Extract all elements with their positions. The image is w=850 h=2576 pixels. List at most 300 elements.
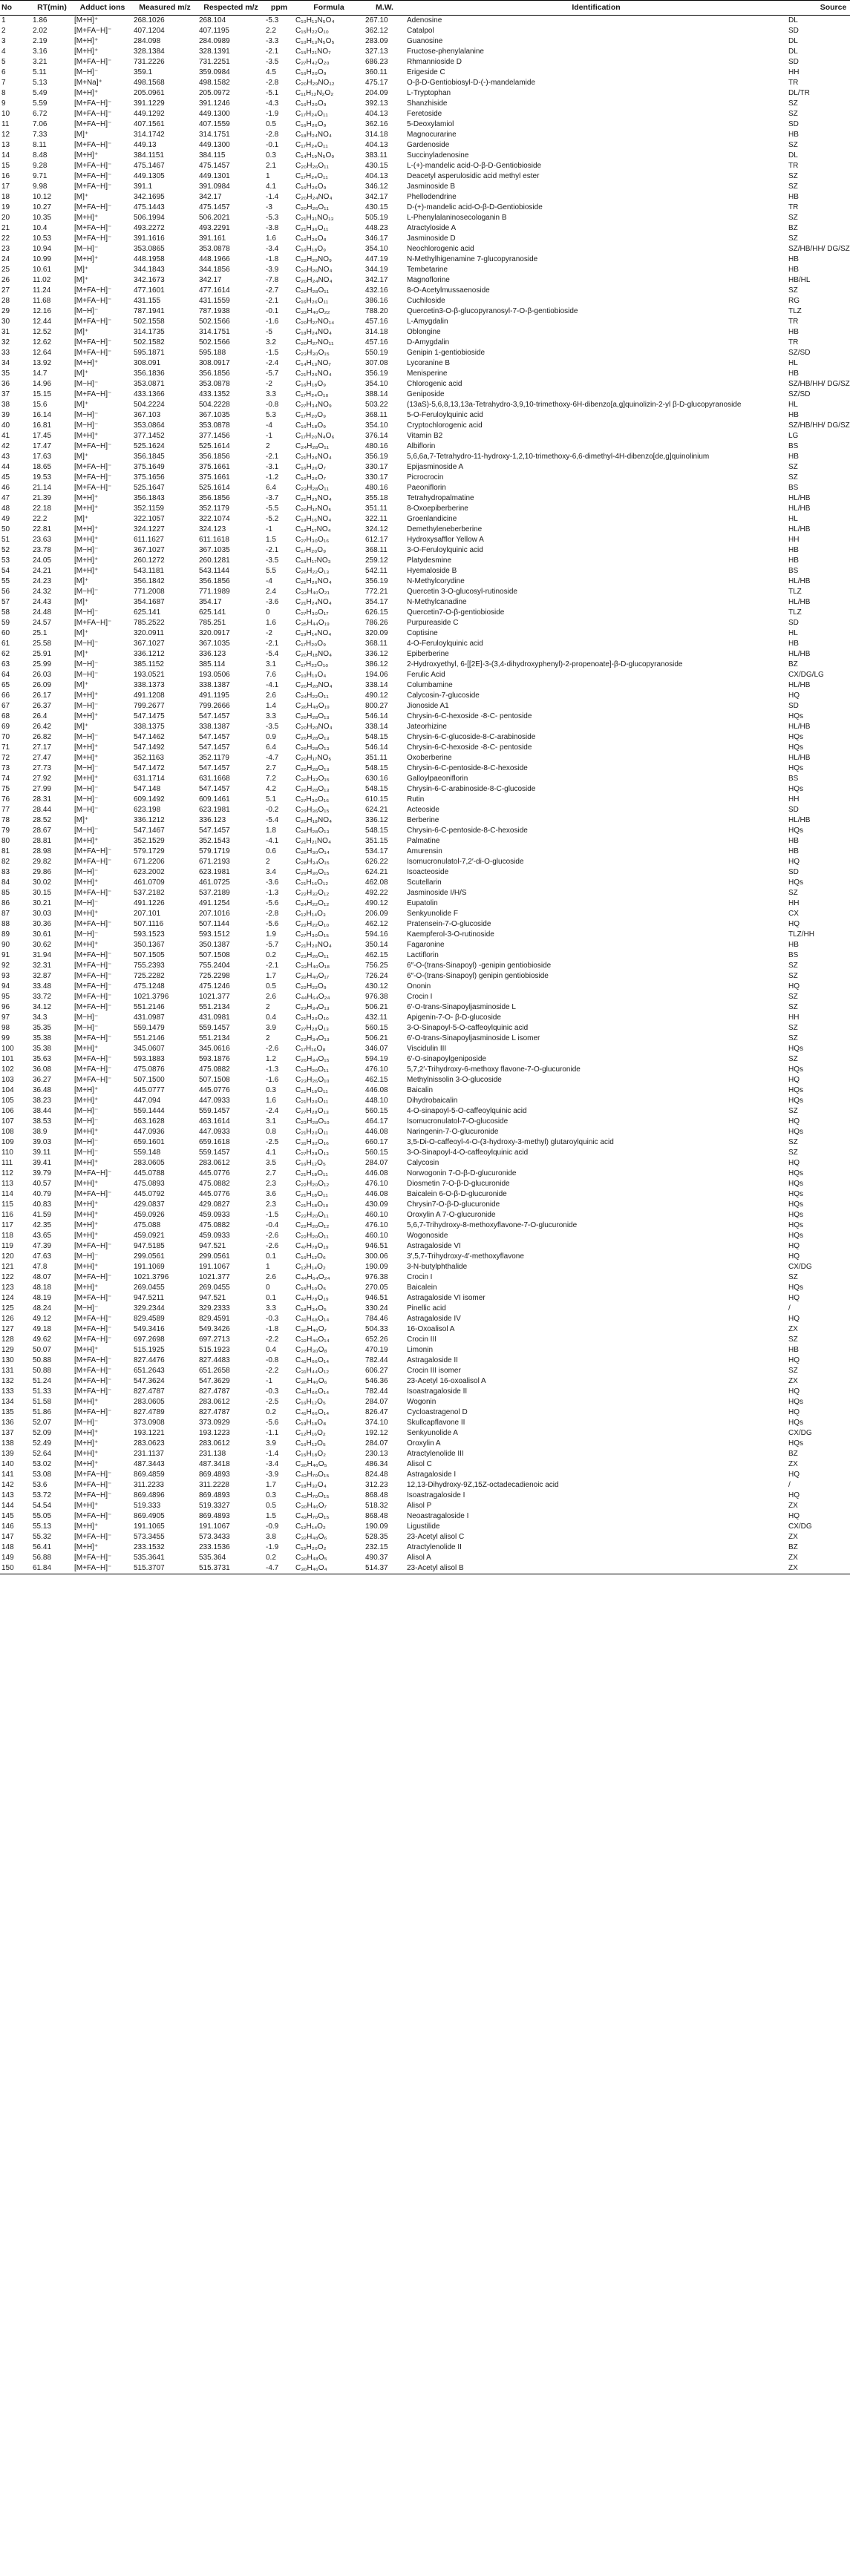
cell-respected-mz: 353.0878 (199, 245, 230, 253)
cell-no: 121 (1, 1263, 14, 1271)
cell-mw: 476.10 (365, 1065, 388, 1074)
table-row (0, 338, 850, 348)
cell-respected-mz: 697.2713 (199, 1335, 230, 1344)
cell-rt: 12.62 (33, 338, 52, 346)
cell-adduct: [M+FA−H]⁻ (74, 172, 112, 180)
cell-mw: 548.15 (365, 785, 388, 793)
table-row (0, 1418, 850, 1428)
cell-respected-mz: 314.1751 (199, 328, 230, 336)
cell-mw: 320.09 (365, 629, 388, 637)
cell-no: 35 (1, 369, 10, 378)
cell-respected-mz: 207.1016 (199, 910, 230, 918)
cell-source: HB (788, 266, 799, 274)
cell-rt: 10.53 (33, 234, 52, 243)
cell-measured-mz: 549.3416 (134, 1325, 165, 1333)
cell-rt: 40.79 (33, 1190, 52, 1198)
cell-no: 147 (1, 1533, 14, 1541)
cell-adduct: [M+H]⁺ (74, 1398, 99, 1406)
cell-rt: 10.12 (33, 193, 52, 201)
cell-respected-mz: 827.4787 (199, 1387, 230, 1396)
cell-identification: Cuchiloside (407, 297, 445, 305)
cell-formula: C₂₆H₂₈O₁₃ (295, 712, 330, 720)
cell-source: HL/HB (788, 754, 811, 762)
cell-formula: C₄₁H₆₈O₁₄ (295, 1315, 330, 1323)
table-row (0, 898, 850, 909)
cell-formula: C₁₇H₂₄O₁₀ (295, 390, 329, 398)
cell-respected-mz: 519.3327 (199, 1502, 230, 1510)
cell-source: HQ (788, 920, 800, 928)
cell-formula: C₃₂H₄₀O₁₇ (295, 972, 330, 980)
cell-respected-mz: 356.1856 (199, 494, 230, 502)
cell-formula: C₃₂H₄₆O₁₄ (295, 1335, 330, 1344)
cell-mw: 470.19 (365, 1346, 388, 1354)
cell-source: HB (788, 1346, 799, 1354)
table-row (0, 369, 850, 379)
cell-formula: C₂₆H₂₈O₁₃ (295, 785, 330, 793)
cell-adduct: [M+FA−H]⁻ (74, 982, 112, 990)
cell-rt: 21.39 (33, 494, 52, 502)
cell-mw: 446.08 (365, 1128, 388, 1136)
cell-measured-mz: 461.0709 (134, 878, 165, 887)
cell-adduct: [M+FA−H]⁻ (74, 889, 112, 897)
cell-respected-mz: 487.3418 (199, 1460, 230, 1468)
cell-rt: 30.03 (33, 910, 52, 918)
cell-mw: 312.23 (365, 1481, 388, 1489)
table-row (0, 576, 850, 587)
cell-identification: 5-O-Feruloylquinic acid (407, 411, 483, 419)
cell-adduct: [M+FA−H]⁻ (74, 1335, 112, 1344)
cell-formula: C₁₆H₂₆O₁₁ (295, 297, 329, 305)
cell-respected-mz: 391.161 (199, 234, 226, 243)
cell-mw: 307.08 (365, 359, 388, 367)
cell-source: SD (788, 806, 799, 814)
cell-mw: 460.10 (365, 1232, 388, 1240)
cell-measured-mz: 725.2282 (134, 972, 165, 980)
cell-adduct: [M+FA−H]⁻ (74, 847, 112, 855)
cell-adduct: [M+FA−H]⁻ (74, 1315, 112, 1323)
cell-no: 107 (1, 1117, 14, 1126)
cell-mw: 346.12 (365, 183, 388, 191)
cell-respected-mz: 507.1508 (199, 1076, 230, 1084)
cell-rt: 24.23 (33, 577, 52, 585)
cell-rt: 42.35 (33, 1221, 52, 1229)
cell-source: HQ (788, 1491, 800, 1499)
cell-rt: 47.39 (33, 1242, 52, 1250)
cell-ppm: 2.7 (266, 1169, 276, 1177)
cell-identification: Limonin (407, 1346, 434, 1354)
cell-no: 125 (1, 1304, 14, 1312)
cell-ppm: -5.6 (266, 899, 279, 907)
cell-adduct: [M+FA−H]⁻ (74, 1512, 112, 1520)
cell-respected-mz: 537.2189 (199, 889, 230, 897)
cell-measured-mz: 593.1883 (134, 1055, 165, 1063)
cell-source: HL/HB (788, 816, 811, 824)
cell-no: 127 (1, 1325, 14, 1333)
cell-measured-mz: 477.1601 (134, 286, 165, 295)
cell-measured-mz: 311.2233 (134, 1481, 164, 1489)
cell-ppm: 0.2 (266, 1554, 276, 1562)
cell-no: 65 (1, 681, 10, 689)
cell-measured-mz: 431.0987 (134, 1013, 165, 1022)
cell-rt: 35.38 (33, 1045, 52, 1053)
table-row (0, 857, 850, 867)
cell-ppm: -2.6 (266, 1242, 279, 1250)
cell-formula: C₁₂H₁₄O₃ (295, 910, 327, 918)
cell-identification: Calycosin-7-glucoside (407, 691, 480, 700)
cell-source: SZ (788, 234, 798, 243)
cell-identification: Palmatine (407, 837, 440, 845)
cell-adduct: [M−H]⁻ (74, 733, 99, 741)
cell-mw: 786.26 (365, 619, 388, 627)
cell-measured-mz: 353.0865 (134, 245, 165, 253)
cell-measured-mz: 506.1994 (134, 214, 165, 222)
cell-formula: C₃₀H₃₂O₁₅ (295, 775, 330, 783)
cell-formula: C₂₀H₂₈O₁₁ (295, 286, 330, 295)
cell-source: TLZ (788, 307, 802, 315)
cell-measured-mz: 269.0455 (134, 1284, 165, 1292)
cell-source: SZ (788, 473, 798, 482)
cell-measured-mz: 429.0837 (134, 1200, 165, 1209)
cell-source: HB (788, 453, 799, 461)
cell-measured-mz: 314.1735 (134, 328, 165, 336)
cell-identification: Jionoside A1 (407, 702, 449, 710)
cell-measured-mz: 543.1181 (134, 567, 164, 575)
cell-mw: 492.22 (365, 889, 388, 897)
cell-identification: Acteoside (407, 806, 439, 814)
cell-ppm: -1.9 (266, 1543, 279, 1551)
cell-no: 117 (1, 1221, 13, 1229)
cell-rt: 51.58 (33, 1398, 52, 1406)
cell-adduct: [M−H]⁻ (74, 411, 99, 419)
cell-respected-mz: 373.0929 (199, 1419, 230, 1427)
cell-identification: 6′-O-trans-Sinapoyljasminoside L (407, 1003, 516, 1011)
table-row (0, 410, 850, 421)
table-row (0, 16, 850, 27)
cell-mw: 784.46 (365, 1315, 388, 1323)
cell-adduct: [M+H]⁺ (74, 743, 99, 752)
table-row (0, 317, 850, 327)
table-row (0, 940, 850, 950)
cell-adduct: [M+H]⁺ (74, 89, 99, 97)
cell-respected-mz: 547.1457 (199, 785, 230, 793)
table-row (0, 379, 850, 390)
cell-respected-mz: 367.1035 (199, 640, 230, 648)
cell-measured-mz: 498.1568 (134, 79, 165, 87)
cell-rt: 33.72 (33, 993, 52, 1001)
cell-ppm: -5.6 (266, 920, 279, 928)
cell-identification: Lycoranine B (407, 359, 450, 367)
cell-identification: Tetrahydropalmatine (407, 494, 474, 502)
cell-formula: C₂₇H₂₈O₁₃ (295, 1107, 330, 1115)
cell-formula: C₂₇H₃₀O₁₇ (295, 608, 329, 617)
cell-rt: 2.02 (33, 27, 48, 35)
cell-rt: 30.21 (33, 899, 52, 907)
cell-measured-mz: 342.1695 (134, 193, 165, 201)
cell-formula: C₁₆H₁₈O₉ (295, 245, 327, 253)
table-row (0, 1075, 850, 1085)
cell-formula: C₂₆H₂₈O₁₃ (295, 743, 330, 752)
cell-measured-mz: 231.1137 (134, 1450, 164, 1458)
cell-identification: Isoastragaloside I (407, 1491, 465, 1499)
cell-measured-mz: 359.1 (134, 68, 153, 76)
cell-measured-mz: 947.5185 (134, 1242, 165, 1250)
cell-identification: 6′-O-sinapoylgeniposide (407, 1055, 486, 1063)
cell-ppm: -2.7 (266, 286, 279, 295)
table-row (0, 1314, 850, 1324)
cell-no: 51 (1, 536, 10, 544)
cell-no: 71 (1, 743, 10, 752)
cell-identification: Norwogonin 7-O-β-D-glucuronide (407, 1169, 517, 1177)
cell-respected-mz: 463.1614 (199, 1117, 230, 1126)
cell-measured-mz: 502.1582 (134, 338, 165, 346)
cell-adduct: [M+FA−H]⁻ (74, 1034, 112, 1042)
cell-rt: 25.91 (33, 650, 52, 658)
cell-source: HQs (788, 712, 803, 720)
cell-source: HQs (788, 1065, 803, 1074)
cell-formula: C₂₁H₂₅NO₄ (295, 494, 332, 502)
cell-measured-mz: 449.13 (134, 141, 157, 149)
cell-identification: Ferulic Acid (407, 671, 445, 679)
cell-mw: 624.21 (365, 868, 388, 876)
cell-no: 106 (1, 1107, 14, 1115)
cell-adduct: [M+FA−H]⁻ (74, 1533, 112, 1541)
cell-identification: L-(+)-mandelic acid-O-β-D-Gentiobioside (407, 162, 542, 170)
col-header-source: Source (787, 1, 850, 16)
cell-respected-mz: 771.1989 (199, 588, 230, 596)
cell-mw: 446.08 (365, 1169, 388, 1177)
cell-formula: C₂₉H₃₆O₁₅ (295, 806, 330, 814)
cell-ppm: -1.4 (266, 193, 279, 201)
cell-no: 53 (1, 556, 10, 565)
cell-rt: 25.99 (33, 660, 52, 668)
cell-source: SZ/HB/HH/ DG/SZ (788, 421, 850, 430)
cell-no: 24 (1, 255, 10, 263)
cell-no: 69 (1, 723, 10, 731)
table-row (0, 1231, 850, 1241)
cell-mw: 490.12 (365, 691, 388, 700)
cell-rt: 48.07 (33, 1273, 52, 1281)
cell-formula: C₁₈H₂₄NO₄ (295, 328, 333, 336)
cell-adduct: [M+H]⁺ (74, 1439, 99, 1448)
cell-ppm: 1.8 (266, 827, 276, 835)
cell-adduct: [M−H]⁻ (74, 1117, 99, 1126)
cell-no: 59 (1, 619, 10, 627)
cell-source: SZ (788, 1055, 798, 1063)
cell-respected-mz: 429.0827 (199, 1200, 230, 1209)
cell-adduct: [M+FA−H]⁻ (74, 203, 112, 211)
cell-no: 66 (1, 691, 10, 700)
cell-adduct: [M]⁺ (74, 650, 89, 658)
cell-ppm: 3.8 (266, 1533, 276, 1541)
cell-identification: D-Amygdalin (407, 338, 450, 346)
table-row (0, 1459, 850, 1470)
cell-source: TR (788, 79, 799, 87)
cell-adduct: [M+H]⁺ (74, 1460, 99, 1468)
cell-formula: C₂₆H₂₈O₁₃ (295, 733, 330, 741)
cell-ppm: 2.6 (266, 1273, 276, 1281)
cell-measured-mz: 493.2272 (134, 224, 165, 232)
cell-ppm: 0.6 (266, 847, 276, 855)
cell-formula: C₂₁H₂₆NO₄ (295, 577, 332, 585)
cell-formula: C₁₆H₁₂O₅ (295, 1159, 326, 1167)
table-row (0, 1397, 850, 1407)
cell-rt: 26.37 (33, 702, 52, 710)
cell-ppm: -1.3 (266, 889, 279, 897)
cell-ppm: 5.1 (266, 795, 276, 804)
cell-adduct: [M+H]⁺ (74, 691, 99, 700)
cell-formula: C₁₇H₂₀O₉ (295, 546, 327, 554)
cell-mw: 546.14 (365, 712, 388, 720)
cell-identification: 23-Acetyl alisol B (405, 1563, 787, 1574)
cell-formula: C₃₁H₄₄O₁₂ (295, 1367, 330, 1375)
cell-formula: C₁₆H₁₂O₅ (295, 1439, 326, 1448)
cell-identification: 3-O-Sinapoyl-5-O-caffeoylquinic acid (407, 1024, 529, 1032)
cell-mw: 756.25 (365, 962, 388, 970)
col-header-mw: M.W. (364, 1, 405, 16)
table-row (0, 1158, 850, 1169)
cell-adduct: [M]⁺ (74, 515, 89, 523)
table-row (0, 47, 850, 57)
table-row (0, 26, 850, 36)
cell-formula: C₃₀H₄₈O₅ (295, 1554, 327, 1562)
cell-measured-mz: 445.0788 (134, 1169, 165, 1177)
cell-no: 116 (1, 1211, 13, 1219)
cell-no: 123 (1, 1284, 14, 1292)
cell-identification: Erigeside C (407, 68, 445, 76)
cell-source: CX/DG (788, 1429, 812, 1437)
cell-source: DL (788, 37, 798, 45)
cell-measured-mz: 322.1057 (134, 515, 165, 523)
cell-rt: 26.82 (33, 733, 52, 741)
cell-formula: C₄₄H₆₄O₂₄ (295, 1273, 330, 1281)
cell-measured-mz: 353.0864 (134, 421, 165, 430)
cell-adduct: [M+FA−H]⁻ (74, 297, 112, 305)
cell-respected-mz: 336.123 (199, 816, 226, 824)
cell-adduct: [M]⁺ (74, 276, 89, 284)
cell-ppm: 0.5 (266, 120, 276, 128)
cell-ppm: -1 (266, 525, 272, 533)
cell-no: 138 (1, 1439, 14, 1448)
cell-measured-mz: 507.1500 (134, 1076, 165, 1084)
cell-identification: 4-O-sinapoyl-5-O-caffeoylquinic acid (407, 1107, 527, 1115)
cell-adduct: [M+FA−H]⁻ (74, 349, 112, 357)
cell-mw: 462.12 (365, 920, 388, 928)
cell-ppm: 5.5 (266, 567, 276, 575)
cell-measured-mz: 595.1871 (134, 349, 165, 357)
cell-rt: 52.07 (33, 1419, 52, 1427)
cell-formula: C₁₄H₁₉N₅O₉ (295, 151, 335, 160)
cell-ppm: 3.3 (266, 712, 276, 720)
cell-measured-mz: 354.1687 (134, 598, 165, 606)
cell-formula: C₂₂H₂₂O₉ (295, 982, 327, 990)
cell-rt: 49.12 (33, 1315, 52, 1323)
cell-ppm: 3.4 (266, 868, 276, 876)
cell-identification: Baicalein (407, 1284, 437, 1292)
cell-respected-mz: 671.2193 (199, 858, 230, 866)
cell-formula: C₃₆H₄₈O₁₉ (295, 702, 330, 710)
cell-source: HQ (788, 691, 800, 700)
cell-formula: C₂₁H₂₀O₁₁ (295, 1128, 329, 1136)
cell-ppm: -2.8 (266, 131, 279, 139)
cell-identification: Guanosine (407, 37, 443, 45)
cell-no: 148 (1, 1543, 14, 1551)
table-row (0, 161, 850, 171)
cell-formula: C₁₆H₂₆O₉ (295, 183, 327, 191)
table-row (0, 1023, 850, 1034)
cell-no: 113 (1, 1180, 13, 1188)
cell-respected-mz: 475.1246 (199, 982, 230, 990)
table-row (0, 462, 850, 473)
table-row (0, 1542, 850, 1553)
cell-ppm: 6.4 (266, 743, 276, 752)
cell-no: 119 (1, 1242, 13, 1250)
cell-adduct: [M+FA−H]⁻ (74, 484, 112, 492)
table-row (0, 1127, 850, 1137)
cell-source: HQ (788, 858, 800, 866)
cell-adduct: [M+FA−H]⁻ (74, 286, 112, 295)
cell-measured-mz: 631.1714 (134, 775, 165, 783)
cell-ppm: 1.4 (266, 702, 276, 710)
cell-formula: C₄₁H₆₆O₁₄ (295, 1408, 330, 1416)
cell-mw: 448.10 (365, 1097, 388, 1105)
cell-source: SZ/SD (788, 390, 811, 398)
cell-adduct: [M+H]⁺ (74, 837, 99, 845)
cell-measured-mz: 475.1443 (134, 203, 165, 211)
cell-formula: C₄₃H₇₀O₁₅ (295, 1512, 330, 1520)
cell-respected-mz: 475.0882 (199, 1180, 230, 1188)
table-row (0, 452, 850, 462)
cell-ppm: 0.3 (266, 151, 276, 160)
table-row (0, 982, 850, 992)
table-row (0, 1169, 850, 1179)
cell-respected-mz: 445.0776 (199, 1190, 230, 1198)
cell-respected-mz: 353.0878 (199, 421, 230, 430)
cell-adduct: [M+H]⁺ (74, 255, 99, 263)
cell-no: 3 (1, 37, 6, 45)
table-row (0, 1449, 850, 1459)
cell-mw: 342.17 (365, 276, 388, 284)
cell-source: HQs (788, 1200, 803, 1209)
cell-no: 32 (1, 338, 10, 346)
cell-measured-mz: 447.094 (134, 1097, 161, 1105)
cell-mw: 230.13 (365, 1450, 388, 1458)
table-row (0, 1387, 850, 1397)
cell-adduct: [M]⁺ (74, 193, 89, 201)
cell-respected-mz: 459.0933 (199, 1232, 230, 1240)
cell-source: HL/HB (788, 525, 811, 533)
col-header-ppm: ppm (264, 1, 294, 16)
cell-no: 50 (1, 525, 10, 533)
cell-formula: C₂₃H₂₈O₁₀ (295, 1117, 330, 1126)
cell-identification: Chrysin-6-C-pentoside-8-C-hexoside (407, 764, 528, 772)
cell-formula: C₂₁H₁₈O₁₁ (295, 1169, 328, 1177)
cell-mw: 284.07 (365, 1159, 388, 1167)
table-row (0, 390, 850, 400)
cell-mw: 446.08 (365, 1190, 388, 1198)
cell-source: SD (788, 868, 799, 876)
cell-mw: 344.19 (365, 266, 388, 274)
cell-measured-mz: 525.1647 (134, 484, 165, 492)
cell-rt: 5.49 (33, 89, 48, 97)
cell-no: 108 (1, 1128, 14, 1136)
cell-measured-mz: 324.1227 (134, 525, 165, 533)
cell-formula: C₂₆H₃₀O₈ (295, 1346, 327, 1354)
table-row (0, 493, 850, 504)
cell-identification: Genipin 1-gentiobioside (407, 349, 486, 357)
cell-no: 63 (1, 660, 10, 668)
cell-measured-mz: 475.1467 (134, 162, 165, 170)
cell-no: 143 (1, 1491, 14, 1499)
